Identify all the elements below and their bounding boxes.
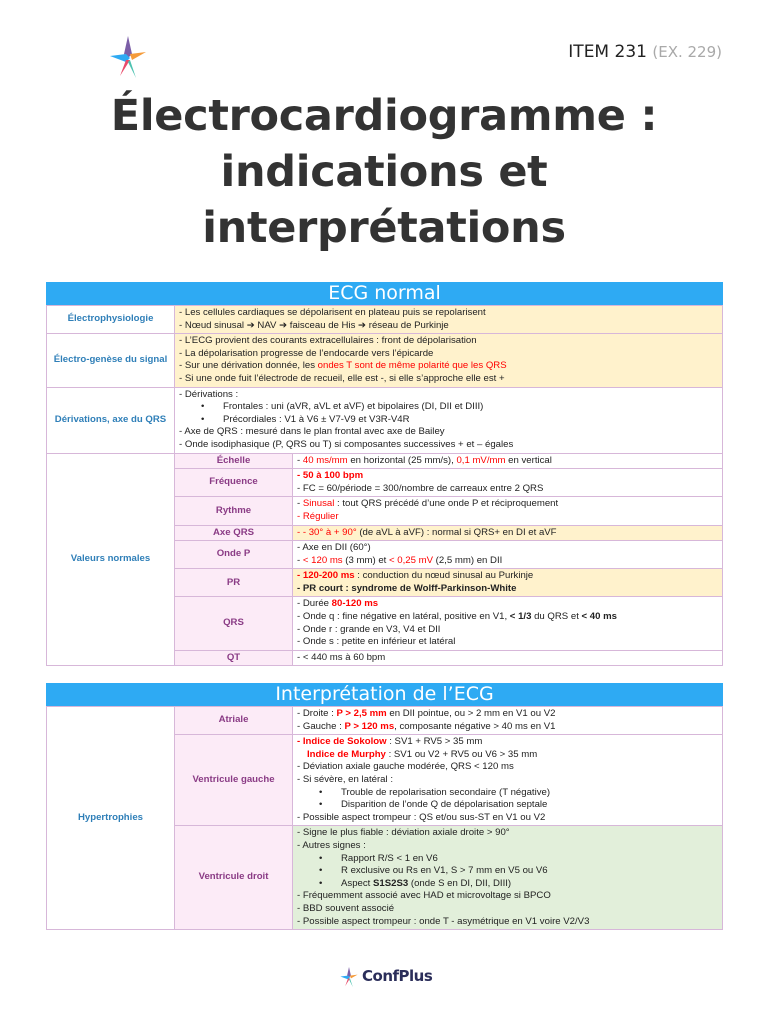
text-line: - Possible aspect trompeur : onde T - asymétrique en V1 voire V2/V3 [297,915,590,927]
text-line [297,721,718,734]
text-line [179,360,718,373]
text-line: - Possible aspect trompeur : QS et/ou sus-ST en V1 ou V2 [297,811,546,823]
text: (2,5 mm) en DII [432,554,503,566]
bold-text: < 40 ms [581,611,618,623]
table-row [47,453,723,469]
text: - [297,454,303,466]
highlight-text: Indice de Murphy [307,748,386,760]
text: Aspect [341,877,373,889]
valeurs-label: Valeurs normales [47,453,175,666]
ondep-content [293,541,723,569]
ondep-label: Onde P [175,541,293,569]
bullet-line [297,878,718,891]
text-line: - Signe le plus fiable : déviation axiale droite > 90° [297,827,510,839]
genese-content [175,334,723,387]
confplus-mark-icon [338,966,360,988]
item-code [568,42,722,62]
text: (3 mm) et [342,554,389,566]
bullet-line: • Rapport R/S < 1 en V6 [297,853,718,866]
table-row [47,306,723,334]
text-line: - La dépolarisation progresse de l’endocarde vers l’épicarde [179,347,434,359]
echelle-content [293,453,723,469]
vg-label: Ventricule gauche [175,735,293,826]
highlight-text: < 0,25 mV [388,554,433,566]
text-line [297,498,718,511]
deriv-content [175,387,723,453]
table-row [47,707,723,735]
title-line-3: interprétations [202,203,566,253]
pr-label: PR [175,569,293,597]
text: : SV1 + RV5 > 35 mm [386,736,483,748]
highlight-text: < 120 ms [302,554,343,566]
text-line: - Autres signes : [297,839,366,851]
text: du QRS et [531,611,582,623]
text-line: - Fréquemment associé avec HAD et microvoltage si BPCO [297,890,551,902]
axe-content [293,525,723,541]
text-line [297,736,718,749]
footer-brand: ConfPlus [362,967,433,985]
text-line: - Onde isodiphasique (P, QRS ou T) si composantes successives + et – égales [179,438,514,450]
text-line [297,611,718,624]
text-line: - L’ECG provient des courants extracellulaires : front de dépolarisation [179,335,477,347]
text: - [297,554,303,566]
text-line: - Les cellules cardiaques se dépolarisent en plateau puis se repolarisent [179,307,486,318]
text: en DII pointue, ou > 2 mm en V1 ou V2 [386,708,556,719]
text-line: - Axe de QRS : mesuré dans le plan frontal avec axe de Bailey [179,426,445,438]
text-line: - Onde r : grande en V3, V4 et DII [297,623,441,635]
bullet-line: • Trouble de repolarisation secondaire (T négative) [297,787,718,800]
bold-text: < 1/3 [509,611,532,623]
highlight-text: - Indice de Sokolow [297,736,387,748]
highlight-text: Sinusal [302,498,335,510]
text: - [297,498,303,510]
table-row [47,387,723,453]
text-line [297,708,718,721]
highlight-text: - 50 à 100 bpm [297,470,364,482]
text-line: - Axe en DII (60°) [297,542,371,554]
deriv-label: Dérivations, axe du QRS [47,387,175,453]
text: : conduction du nœud sinusal au Purkinje [354,570,534,582]
text: - Sur une dérivation donnée, les [179,360,318,372]
text: - Onde q : fine négative en latéral, positive en V1, [297,611,510,623]
bold-text: S1S2S3 [373,877,409,889]
bullet-line: • R exclusive ou Rs en V1, S > 7 mm en V5 ou V6 [297,865,718,878]
highlight-text: 0,1 mV/mm [456,454,506,466]
rythme-content [293,497,723,525]
text-line: - BBD souvent associé [297,902,395,914]
text: en horizontal (25 mm/s), [347,454,457,466]
text-line: - Si une onde fuit l’électrode de recueil, elle est -, si elle s’approche elle est + [179,372,505,384]
axe-label: Axe QRS [175,525,293,541]
interpretation-table [46,706,723,930]
highlight-text: - 120-200 ms [297,570,355,582]
atriale-content [293,707,723,735]
text-line: - PR court : syndrome de Wolff-Parkinson-White [297,582,517,594]
highlight-text: - - 30° à + 90° [297,526,357,538]
highlight-text: - Régulier [297,510,339,522]
confplus-logo-icon [106,34,150,80]
qrs-label: QRS [175,597,293,650]
highlight-text: ondes T sont de même polarité que les QRS [317,360,507,372]
text-line: - FC = 60/période = 300/nombre de carreaux entre 2 QRS [297,482,544,494]
qt-content: - < 440 ms à 60 bpm [293,650,723,666]
title-line-1: Électrocardiogramme : [110,91,658,141]
item-number: ITEM 231 [568,42,647,62]
text: , composante négative > 40 ms en V1 [394,720,556,732]
hyper-label: Hypertrophies [47,707,175,930]
text: : SV1 ou V2 + RV5 ou V6 > 35 mm [385,748,538,760]
interpretation-section [46,683,723,930]
text: - Gauche : [297,720,345,732]
qrs-content [293,597,723,650]
highlight-text: 80-120 ms [331,598,379,610]
qt-label: QT [175,650,293,666]
genese-label: Électro-genèse du signal [47,334,175,387]
atriale-label: Atriale [175,707,293,735]
text-line [297,598,718,611]
vd-content [293,826,723,930]
item-ex: (EX. 229) [652,43,722,61]
text: - Durée [297,598,332,610]
text-line [297,749,718,762]
electro-label: Électrophysiologie [47,306,175,334]
highlight-text: P > 2,5 mm [336,708,387,719]
text: en vertical [505,454,552,466]
text-line: - Onde s : petite en inférieur et latéral [297,636,456,648]
freq-label: Fréquence [175,469,293,497]
ecg-normal-section [46,282,723,666]
text: : tout QRS précédé d’une onde P et réciproquement [334,498,559,510]
electro-content [175,306,723,334]
bullet-line: • Disparition de l’onde Q de dépolarisation septale [297,799,718,812]
text-line [297,570,718,583]
vg-content [293,735,723,826]
ecg-normal-table [46,305,723,666]
text: (onde S en DI, DII, DIII) [408,877,512,889]
pr-content [293,569,723,597]
text: (de aVL à aVF) : normal si QRS+ en DI et aVF [356,526,557,538]
title-line-2: indications et [220,147,548,197]
freq-content [293,469,723,497]
page-title [0,88,768,256]
interpretation-heading: Interprétation de l’ECG [46,683,723,706]
text-line: - Si sévère, en latéral : [297,773,393,785]
bullet-line: • Précordiales : V1 à V6 ± V7-V9 et V3R-V4R [179,414,718,427]
footer-logo [338,964,438,992]
table-row [47,334,723,387]
text-line [297,555,718,568]
highlight-text: P > 120 ms [344,720,395,732]
echelle-label: Échelle [175,453,293,469]
rythme-label: Rythme [175,497,293,525]
text-line: - Déviation axiale gauche modérée, QRS < 120 ms [297,761,514,773]
ecg-normal-heading: ECG normal [46,282,723,305]
text-line: - Nœud sinusal ➔ NAV ➔ faisceau de His ➔ réseau de Purkinje [179,319,449,331]
vd-label: Ventricule droit [175,826,293,930]
text: - Droite : [297,708,337,719]
highlight-text: 40 ms/mm [302,454,348,466]
text-line: - Dérivations : [179,388,239,400]
bullet-line: • Frontales : uni (aVR, aVL et aVF) et bipolaires (DI, DII et DIII) [179,401,718,414]
